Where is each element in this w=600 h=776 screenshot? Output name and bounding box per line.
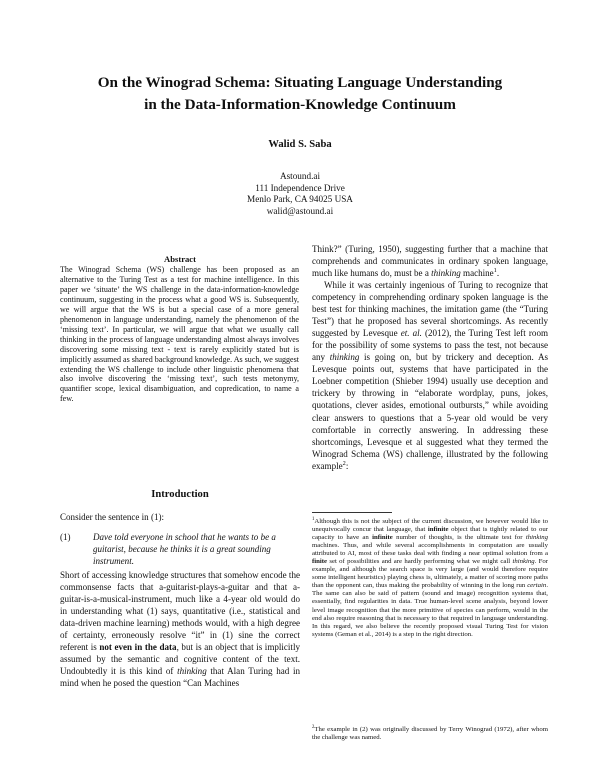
footnote-1 — [312, 518, 548, 639]
footnote-divider — [312, 512, 392, 513]
right-paragraph-1 — [312, 243, 548, 279]
affiliation-email: walid@astound.ai — [266, 205, 334, 216]
fn1-text-i: set of possibilities and are hardly performing what we might call — [327, 558, 513, 566]
footnote-ref-1[interactable]: 1 — [493, 267, 497, 275]
affiliation-block — [0, 171, 600, 217]
fn2-text: The example in (2) was originally discussed by Terry Winograd (1972), after whom the challenge was named. — [312, 726, 548, 742]
fn1-italic-thinking-2: thinking — [512, 558, 535, 566]
affiliation-city: Menlo Park, CA 94025 USA — [247, 194, 353, 205]
title-line-2: in the Data-Information-Knowledge Continuum — [144, 96, 456, 113]
intro-p1-text-c: , but is an object that is implicitly assumed by the semantic and cognitive content of the text. Undoubtedly it is this kind of — [60, 642, 300, 677]
abstract-heading: Abstract — [164, 254, 196, 264]
fn1-italic-thinking-1: thinking — [525, 534, 548, 542]
fn1-text-e: number of thoughts, is the ultimate test for — [392, 534, 526, 542]
right-p2-text-c: (2012), the Turing Test left room for the possibility of some systems to pass the test, not because any — [312, 328, 549, 363]
title-line-1: On the Winograd Schema: Situating Language Understanding — [97, 74, 503, 91]
footnote-2-mark: 2 — [312, 724, 315, 730]
right-p1-text-d: . — [496, 268, 500, 279]
right-p2-italic-etal: et. al. — [400, 328, 422, 339]
affiliation-street: 111 Independence Drive — [255, 182, 345, 193]
fn1-italic-certain: certain — [527, 582, 547, 590]
intro-p1-italic: thinking — [177, 666, 207, 677]
fn1-text-g: machines. Thus, and while several accomplishments in computation are usually attributed to AI, most of these tasks deal with finding a near optimal solution from a — [312, 542, 548, 558]
right-p2-text-a: While it was certainly ingenious of Turing to recognize that competency in comprehending ordinary spoken language is the best test for thinking machines, the imitation game (the “Turing Test”) that he proposed has several shortcomings. As recently suggested by Levesque — [312, 280, 548, 339]
intro-p1-text-a: Short of accessing knowledge structures that somehow encode the commonsense facts that a-guitarist-plays-a-guitar and that a-guitar-is-a-musical-instrument, much like a 4-year old would do in understanding what (1) says, quantitative (i.e., statistical and data-driven machine learning) methods would, with a high degree of certainty, erroneously resolve “it” in (1) sine the correct referent is — [60, 570, 300, 653]
footnote-2 — [312, 726, 548, 742]
right-p2-text-e: is going on, but by trickery and deception. As Levesque points out, systems that have participated in the Loebner competition (Shieber 1994) usually use deception and trickery by throwing in “elaborate wordplay, puns, jokes, quotations, clever asides, emotional outbursts,” while avoiding clear answers to questions that a 5-year old would be very comfortable in correctly answering. In addressing these shortcomings, Levesque et al suggested what they termed the Winograd Schema (WS) challenge, illustrated by the following example — [312, 352, 548, 471]
introduction-heading: Introduction — [151, 489, 209, 500]
fn1-bold-infinite-2: infinite — [372, 534, 393, 542]
fn1-text-m: . The same can also be said of pattern (sound and image) recognition systems that, essentially, find regularities in data. True human-level scene analysis, beyond lower level image recognition that the more primitive of species can perform, would in the end also require reasoning that is necessary to that required in language understanding. In this regard, we also believe the recently proposed visual Turing Test for vision systems (Geman et al., 2014) is a step in the right direction. — [312, 582, 548, 638]
fn1-text-c: object that is tightly related to our capacity to have an — [312, 526, 548, 542]
right-p2-text-f: : — [345, 460, 349, 471]
intro-consider-sentence: Consider the sentence in (1): — [60, 512, 165, 522]
intro-paragraph-1 — [60, 569, 300, 689]
fn1-bold-infinite-1: infinite — [427, 526, 449, 534]
paper-title — [40, 72, 560, 116]
footnote-1-mark: 1 — [312, 516, 315, 522]
fn1-text-k: . For example, and although the search space is very large (and would therefore require some intelligent heuristics) playing chess is, ultimately, a matter of scoring more paths than the opponent can, thus making the probability of winning in the long run — [312, 558, 548, 590]
fn1-bold-finite: finite — [312, 558, 327, 566]
intro-p1-text-e: that Alan Turing had in mind when he posed the question “Can Machines — [60, 666, 300, 689]
intro-p1-bold: not even in the data — [99, 642, 177, 653]
right-paragraph-2 — [312, 279, 548, 472]
right-p1-italic: thinking — [431, 268, 461, 279]
right-p1-text-a: Think?” (Turing, 1950), suggesting further that a machine that comprehends and communicates in ordinary spoken language, much like humans do, must be a — [312, 244, 548, 279]
example-text: Dave told everyone in school that he wants to be a guitarist, because he thinks it is a great sounding instrument. — [93, 532, 276, 567]
right-p1-text-c: machine — [460, 268, 494, 279]
affiliation-org: Astound.ai — [279, 171, 321, 181]
abstract-text: The Winograd Schema (WS) challenge has been proposed as an alternative to the Turing Test as a test for machine intelligence. In this paper we ‘situate’ the WS challenge in the data-information-knowledge continuum, suggesting in the process what a good WS is. Subsequently, we will argue that the WS is but a special case of a more general phenomenon in language understanding, namely the phenomenon of the ‘missing text’. In particular, we will argue that what we usually call thinking in the process of language understanding almost always involves discovering some missing text - text is rarely explicitly stated but is implicitly assumed as shared background knowledge. As such, we suggest extending the WS challenge to include other linguistic phenomena that also involve discovering the ‘missing text’, such tests metonymy, quantifier scope, lexical disambiguation, and copredication, to name a few. — [60, 265, 299, 404]
author-name: Walid S. Saba — [268, 139, 332, 150]
example-number: (1) — [60, 532, 71, 542]
footnote-ref-2[interactable]: 2 — [342, 459, 346, 467]
right-p2-italic-thinking: thinking — [329, 352, 360, 363]
fn1-text-a: Although this is not the subject of the current discussion, we however would like to unequivocally concur that language, that — [312, 518, 548, 534]
